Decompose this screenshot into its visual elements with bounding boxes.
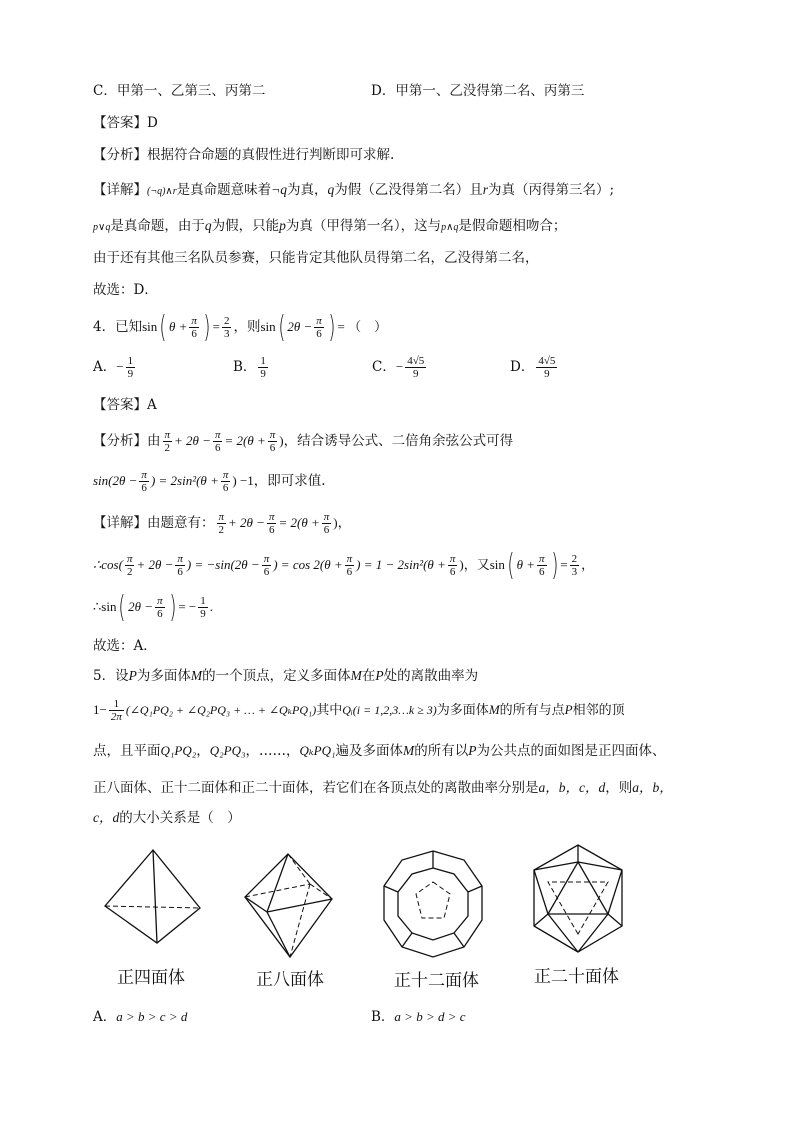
q5-stem-line-1: 5．设P为多面体M的一个顶点，定义多面体M在P处的离散曲率为 xyxy=(93,668,479,684)
q3-choose: 故选：D． xyxy=(93,282,158,298)
tetrahedron-figure xyxy=(100,848,210,948)
q3-detail-line-1: 【详解】(¬q)∧r是真命题意味着¬q为真，q为假（乙没得第二名）且r为真（丙得第三名）; xyxy=(93,182,615,198)
label-dodecahedron: 正十二面体 xyxy=(394,971,479,991)
q4-detail-line-3: ∴sin( 2θ − $\frac{\pi}{6}$ ) = − $\frac{1}{9}$ . xyxy=(93,589,213,625)
q4-option-a: A．− $\frac{1}{9}$ xyxy=(93,355,134,380)
q5-option-a: A．a > b > c > d xyxy=(93,1009,188,1025)
q3-option-c: C．甲第一、乙第三、丙第二 xyxy=(93,83,266,99)
q5-stem-line-5: c，d的大小关系是（ ） xyxy=(93,810,241,826)
q3-analysis: 【分析】根据符合命题的真假性进行判断即可求解. xyxy=(93,147,395,163)
q4-stem: 4．已知sin( θ + $\frac{\pi}{6}$ ) = $\frac{2}{3}$ ，则sin( 2θ − $\frac{\pi}{6}$ ) = （ ） xyxy=(93,309,388,345)
q4-detail-line-1: 【详解】由题意有： $\frac{\pi}{2}$ + 2θ − $\frac{\pi}{6}$ = 2(θ + $\frac{\pi}{6}$ )， xyxy=(93,511,352,536)
label-icosahedron: 正二十面体 xyxy=(534,967,619,987)
label-octahedron: 正八面体 xyxy=(256,970,324,990)
q5-option-b: B．a > b > d > c xyxy=(371,1009,466,1025)
q3-option-d: D．甲第一、乙没得第二名、丙第三 xyxy=(371,83,585,99)
q5-stem-line-2: 1− $\frac{1}{2\pi}$ (∠Q₁PQ₂ + ∠Q₂PQ₃ + … + ∠QₖPQ₁)其中Qᵢ(i = 1,2,3…k ≥ 3)为多面体M的所有与点P相邻的顶 xyxy=(93,698,625,723)
q4-option-c: C．− $\frac{4√5}{9}$ xyxy=(372,355,425,380)
q4-option-b: B． $\frac{1}{9}$ xyxy=(233,355,266,380)
q4-choose: 故选：A． xyxy=(93,638,157,654)
label-tetrahedron: 正四面体 xyxy=(117,968,185,988)
q3-answer: 【答案】D xyxy=(93,115,158,131)
q4-analysis: 【分析】由 $\frac{\pi}{2}$ + 2θ − $\frac{\pi}{6}$ = 2(θ + $\frac{\pi}{6}$ )，结合诱导公式、二倍角余弦公式可得 xyxy=(93,429,514,454)
q3-detail-line-2: p∨q是真命题，由于q为假，只能p为真（甲得第一名），这与p∧q是假命题相吻合； xyxy=(93,218,567,234)
icosahedron-figure xyxy=(526,842,631,957)
dodecahedron-figure xyxy=(378,848,488,960)
q4-answer: 【答案】A xyxy=(93,397,157,413)
q4-option-d: D． $\frac{4√5}{9}$ xyxy=(510,355,556,380)
q3-detail-line-3: 由于还有其他三名队员参赛，只能肯定其他队员得第二名，乙没得第二名， xyxy=(93,250,539,266)
q5-stem-line-4: 正八面体、正十二面体和正二十面体，若它们在各顶点处的离散曲率分别是a，b，c，d，则a，b， xyxy=(93,780,673,796)
q4-analysis-formula: sin(2θ − $\frac{\pi}{6}$ ) = 2sin²(θ + $\frac{\pi}{6}$ ) −1，即可求值. xyxy=(93,469,326,494)
q4-detail-line-2: ∴cos( $\frac{\pi}{2}$ + 2θ − $\frac{\pi}{6}$ ) = −sin(2θ − $\frac{\pi}{6}$ ) = cos 2(θ + $\frac{\pi}{6}$ ) = 1 − 2sin²(θ + $\frac{\pi}{6}$ )，又sin( θ + $\frac{\pi}{6}$ ) = $\frac{2}{3}$ ， xyxy=(93,547,595,583)
q5-stem-line-3: 点，且平面Q₁PQ₂，Q₂PQ₃，……，QₖPQ₁遍及多面体M的所有以P为公共点的面如图是正四面体、 xyxy=(93,743,666,759)
octahedron-figure xyxy=(240,852,340,962)
